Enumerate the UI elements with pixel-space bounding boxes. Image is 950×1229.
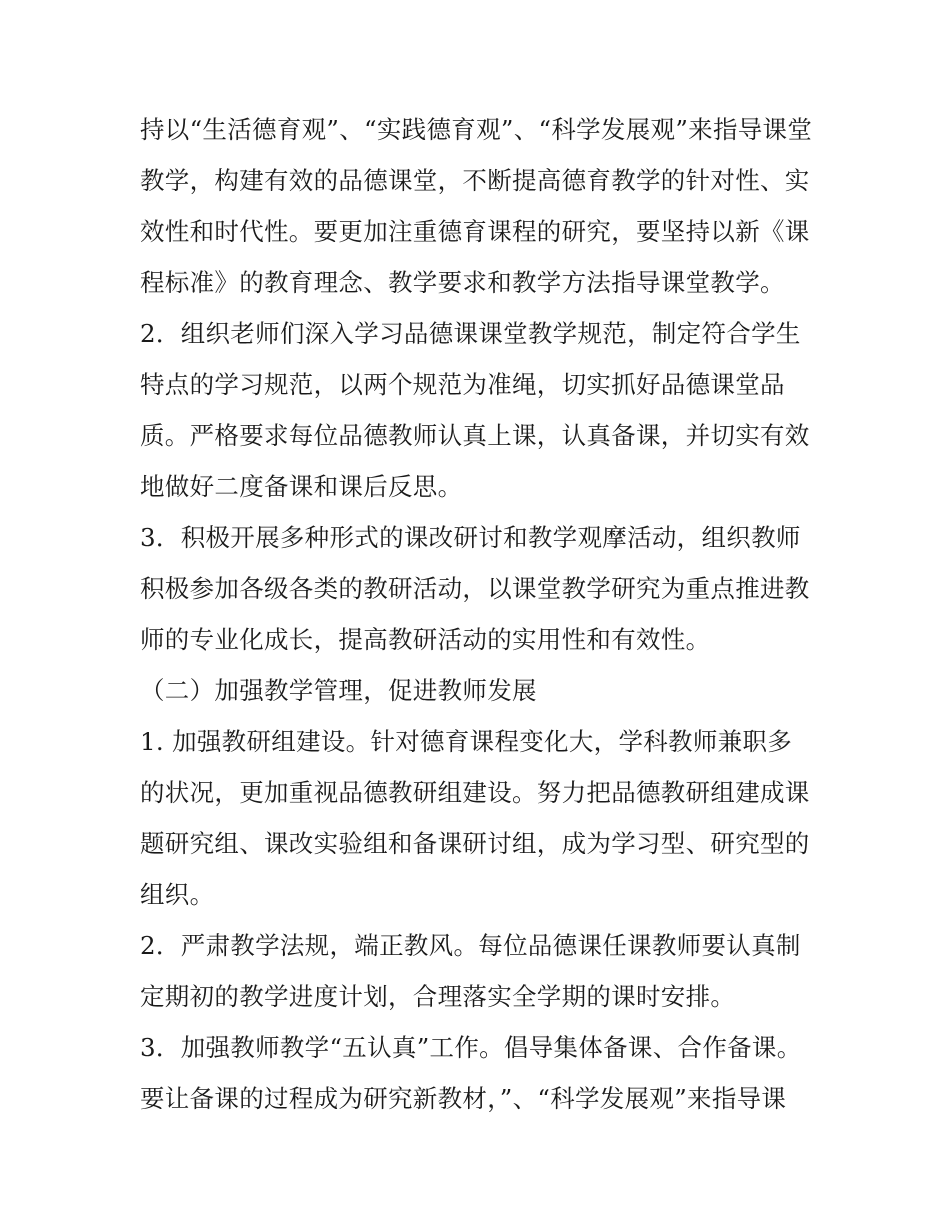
text-line: 师的专业化成长，提高教研活动的实用性和有效性。: [140, 625, 711, 654]
text-line: 效性和时代性。要更加注重德育课程的研究，要坚持以新《课: [140, 217, 810, 246]
text-line: 要让备课的过程成为研究新教材，”、“科学发展观”来指导课: [140, 1084, 787, 1113]
text-line: 3．加强教师教学“五认真”工作。倡导集体备课、合作备课。: [140, 1033, 802, 1062]
text-line: 2．严肃教学法规，端正教风。每位品德课任课教师要认真制: [140, 931, 801, 960]
text-line: 持以“生活德育观”、“实践德育观”、“科学发展观”来指导课堂: [140, 115, 813, 144]
document-body: [140, 104, 820, 1124]
text-line: 教学，构建有效的品德课堂，不断提高德育教学的针对性、实: [140, 166, 810, 195]
text-line: 地做好二度备课和课后反思。: [140, 472, 463, 501]
section-heading: （二）加强教学管理，促进教师发展: [140, 676, 537, 705]
text-line: 的状况，更加重视品德教研组建设。努力把品德教研组建成课: [140, 778, 810, 807]
text-line: 质。严格要求每位品德教师认真上课，认真备课，并切实有效: [140, 421, 810, 450]
text-line: 程标准》的教育理念、教学要求和教学方法指导课堂教学。: [140, 268, 785, 297]
text-line: 题研究组、课改实验组和备课研讨组，成为学习型、研究型的: [140, 829, 810, 858]
text-line: 定期初的教学进度计划，合理落实全学期的课时安排。: [140, 982, 736, 1011]
text-line: 3．积极开展多种形式的课改研讨和教学观摩活动，组织教师: [140, 523, 801, 552]
text-line: 特点的学习规范，以两个规范为准绳，切实抓好品德课堂品: [140, 370, 785, 399]
text-line: 2．组织老师们深入学习品德课课堂教学规范，制定符合学生: [140, 319, 801, 348]
text-line: 组织。: [140, 880, 215, 909]
text-line: 1. 加强教研组建设。针对德育课程变化大，学科教师兼职多: [140, 727, 793, 756]
text-line: 积极参加各级各类的教研活动，以课堂教学研究为重点推进教: [140, 574, 810, 603]
